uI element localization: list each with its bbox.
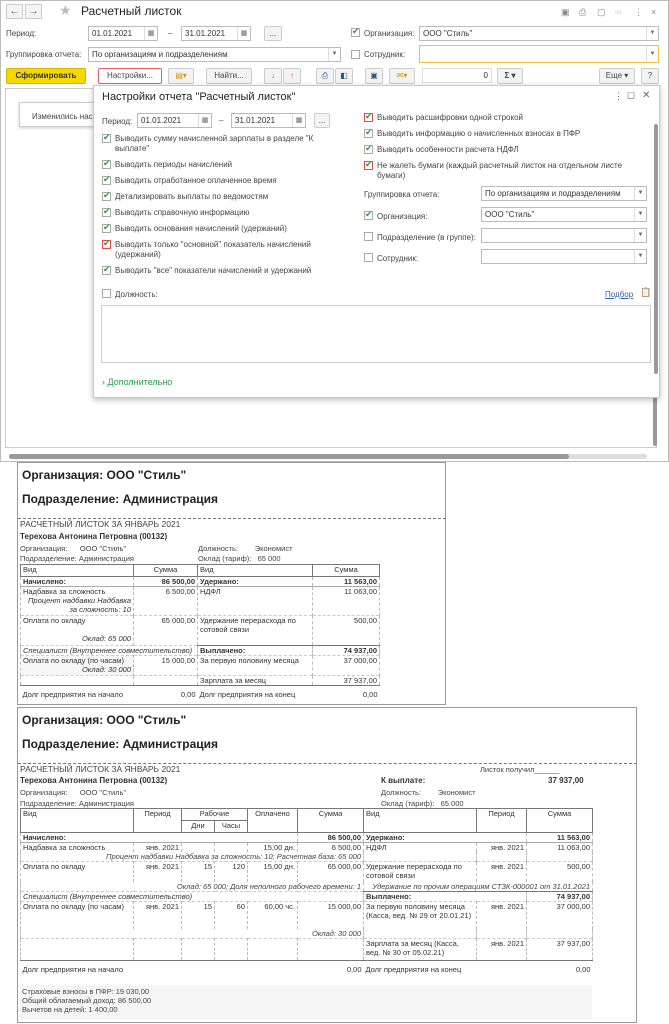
date-to-value: 31.01.2021 xyxy=(185,29,226,38)
col-work: Рабочие xyxy=(182,809,248,821)
option-label: Выводить периоды начислений xyxy=(115,160,233,169)
paste-icon[interactable]: 📋 xyxy=(640,287,652,297)
position-group: Специалист (Внутреннее совместительство) xyxy=(21,646,198,656)
date-to-input[interactable] xyxy=(181,26,251,41)
dept-line xyxy=(20,799,134,808)
accrual-period: янв. 2021 xyxy=(134,901,182,929)
link-icon[interactable]: ∞ xyxy=(615,7,622,17)
label: Оклад (тариф): xyxy=(381,799,435,808)
checkbox-icon xyxy=(364,129,373,138)
withholding-name: Удержание перерасхода по сотовой связи xyxy=(364,862,477,882)
col-period: Период xyxy=(477,809,527,833)
arrow-left-icon: ← xyxy=(9,6,20,17)
preview-button[interactable] xyxy=(335,68,353,84)
accrual-note: Оклад: 30 000 xyxy=(21,929,364,939)
position-list[interactable] xyxy=(101,305,651,363)
col-sum: Сумма xyxy=(527,809,593,833)
emp-label: Сотрудник: xyxy=(377,254,419,263)
withheld-total: 11 563,00 xyxy=(313,577,380,587)
col-period: Период xyxy=(134,809,182,833)
chevron-down-icon[interactable]: ▼ xyxy=(634,187,646,200)
withholding-name: Удержание перерасхода по сотовой связи xyxy=(198,616,313,646)
withheld-label: Удержано: xyxy=(364,833,527,843)
date-from-value: 01.01.2021 xyxy=(92,29,133,38)
paid-total: 74 937,00 xyxy=(527,891,593,901)
accrued-label: Начислено: xyxy=(21,833,298,843)
accrual-days: 15 xyxy=(182,901,215,929)
settings-button[interactable]: Настройки... xyxy=(98,68,162,84)
date-to-input[interactable] xyxy=(231,113,306,128)
checkbox-icon xyxy=(351,28,360,37)
accrual-sum: 15 000,00 xyxy=(134,656,198,676)
value: ООО "Стиль" xyxy=(79,788,127,797)
calendar-icon[interactable]: ▦ xyxy=(144,27,157,40)
debt-end-label: Долг предприятия на конец xyxy=(365,965,462,974)
org-checkbox[interactable] xyxy=(351,28,360,37)
checkbox-icon xyxy=(364,113,373,122)
value: ООО "Стиль" xyxy=(79,544,127,553)
settings-dialog xyxy=(93,85,660,398)
horizontal-scrollbar[interactable] xyxy=(9,454,647,459)
option-label: Выводить справочную информацию xyxy=(115,208,250,217)
checkbox-icon xyxy=(364,253,373,262)
chevron-down-icon[interactable]: ▼ xyxy=(646,27,658,40)
dept-label: Подразделение (в группе): xyxy=(377,233,476,242)
label: Организация: xyxy=(20,544,68,553)
accrual-note: Оклад: 30 000 xyxy=(81,665,131,674)
period-select-button[interactable]: ... xyxy=(314,113,330,128)
envelope-icon: ✉▾ xyxy=(396,71,408,80)
dept-line xyxy=(20,554,134,563)
pick-link[interactable]: Подбор xyxy=(605,290,634,299)
option-label: Выводить "все" показатели начислений и удержаний xyxy=(115,266,312,275)
settings-changed-notice: Изменились нас xyxy=(19,102,103,127)
more-button[interactable]: Еще ▾ xyxy=(599,68,635,84)
payslip-table-full xyxy=(20,808,593,975)
option-label: Выводить расшифровки одной строкой xyxy=(377,113,523,122)
pension-contributions: Страховые взносы в ПФР: 19 030,00 xyxy=(22,987,150,996)
value: 65 000 xyxy=(257,554,281,563)
chevron-down-icon[interactable]: ▼ xyxy=(634,229,646,242)
to-pay-value: 37 937,00 xyxy=(548,776,584,785)
preview-icon: ◧ xyxy=(340,71,348,80)
option-label: Выводить только "основной" показатель начислений (удержаний) xyxy=(115,240,311,259)
scrollbar-thumb[interactable] xyxy=(9,454,569,459)
chevron-down-icon[interactable]: ▼ xyxy=(646,46,658,62)
report-variant-icon: ▤▾ xyxy=(175,71,187,80)
org-line xyxy=(20,544,126,553)
sigma-icon: Σ xyxy=(504,71,510,80)
position-line xyxy=(198,544,293,553)
accrual-paid: 15,00 дн. xyxy=(248,862,298,882)
checkbox-icon xyxy=(364,211,373,220)
value: Администрация xyxy=(78,799,134,808)
payment-period: янв. 2021 xyxy=(477,901,527,939)
org-line xyxy=(20,788,126,797)
accrual-paid: 60,00 чс. xyxy=(248,901,298,929)
sort-asc-button[interactable] xyxy=(283,68,301,84)
debt-end-value: 0,00 xyxy=(362,690,378,699)
accrued-total: 86 500,00 xyxy=(134,577,198,587)
withholding-name: НДФЛ xyxy=(198,587,313,616)
accrual-row xyxy=(21,616,134,646)
accrual-sum: 15 000,00 xyxy=(298,901,364,929)
emp-checkbox[interactable] xyxy=(364,253,373,262)
checkbox-icon xyxy=(102,192,111,201)
forward-button[interactable] xyxy=(25,4,42,19)
more-vert-icon[interactable]: ⋮ xyxy=(634,7,643,17)
option-checkbox[interactable] xyxy=(102,208,337,218)
dept-checkbox[interactable] xyxy=(364,232,373,241)
dialog-scrollbar[interactable] xyxy=(654,124,658,374)
checkbox-icon xyxy=(102,134,111,143)
debt-start-value: 0,00 xyxy=(346,965,362,974)
option-checkbox[interactable] xyxy=(364,161,649,181)
dash: – xyxy=(168,29,173,38)
accrual-name: Надбавка за сложность xyxy=(23,587,106,596)
payment-name: Зарплата за месяц xyxy=(198,676,313,686)
variants-button[interactable] xyxy=(168,68,194,84)
paid-label: Выплачено: xyxy=(364,891,527,901)
date-from-value: 01.01.2021 xyxy=(141,116,182,125)
save-icon[interactable]: ▣ xyxy=(561,7,570,17)
period-label: Период: xyxy=(102,117,133,126)
option-checkbox[interactable] xyxy=(102,134,337,154)
option-label: Выводить особенности расчета НДФЛ xyxy=(377,145,519,154)
chevron-down-icon[interactable]: ▼ xyxy=(634,250,646,263)
col-kind: Вид xyxy=(198,565,313,577)
accrual-hours: 60 xyxy=(215,901,248,929)
period-select-button[interactable]: ... xyxy=(264,26,282,41)
accrual-paid: 15,00 дн. xyxy=(248,843,298,853)
sheet-title: РАСЧЕТНЫЙ ЛИСТОК ЗА ЯНВАРЬ 2021 xyxy=(20,519,181,529)
payment-name: Зарплата за месяц (Касса, вед. № 30 от 05.02.21) xyxy=(364,939,477,961)
withheld-total: 11 563,00 xyxy=(527,833,593,843)
option-label: Выводить основания начислений (удержаний) xyxy=(115,224,287,233)
additional-section-toggle[interactable] xyxy=(102,377,172,387)
payslip-table xyxy=(20,564,380,700)
accrual-row xyxy=(21,901,593,929)
payment-name: За первую половину месяца (Касса, вед. № 29 от 20.01.21) xyxy=(364,901,477,939)
accrual-period: янв. 2021 xyxy=(134,862,182,882)
payment-sum: 37 937,00 xyxy=(313,676,380,686)
grouping-value: По организациям и подразделениям xyxy=(485,189,621,198)
option-checkbox[interactable] xyxy=(102,176,337,186)
to-pay-label: К выплате: xyxy=(381,776,426,785)
debt-end-label: Долг предприятия на конец xyxy=(199,690,296,699)
value: Администрация xyxy=(78,554,134,563)
payment-sum: 37 937,00 xyxy=(527,939,593,961)
accrual-sum: 65 000,00 xyxy=(134,616,198,646)
option-checkbox[interactable] xyxy=(364,145,649,155)
calendar-icon[interactable]: ▦ xyxy=(198,114,211,127)
withholding-note: Удержание по прочим операциям СТЗК-000001 от 31.01.2021 xyxy=(364,882,593,892)
dept-header: Подразделение: Администрация xyxy=(22,492,219,506)
label: Должность: xyxy=(198,544,239,553)
withholding-sum: 500,00 xyxy=(313,616,380,646)
dash: – xyxy=(219,116,224,125)
sheet-title: РАСЧЕТНЫЙ ЛИСТОК ЗА ЯНВАРЬ 2021 xyxy=(20,764,181,774)
withholding-period: янв. 2021 xyxy=(477,843,527,862)
option-label: Не жалеть бумаги (каждый расчетный листок на отдельном листе бумаги) xyxy=(377,161,623,180)
date-from-input[interactable] xyxy=(88,26,158,41)
col-days: Дни xyxy=(182,821,215,833)
calendar-icon[interactable]: ▦ xyxy=(237,27,250,40)
paid-total: 74 937,00 xyxy=(313,646,380,656)
checkbox-icon xyxy=(102,224,111,233)
print-button[interactable] xyxy=(316,68,334,84)
withholding-sum: 11 063,00 xyxy=(527,843,593,862)
sum-field[interactable]: 0 xyxy=(422,68,492,83)
sort-icon: ↑ xyxy=(290,71,294,80)
col-kind: Вид xyxy=(21,565,134,577)
label: Должность: xyxy=(381,788,422,797)
withheld-label: Удержано: xyxy=(198,577,313,587)
employee-name: Терехова Антонина Петровна (00132) xyxy=(20,532,168,541)
accrual-note: Оклад: 65 000; Доля неполного рабочего времени: 1 xyxy=(21,882,364,892)
org-label: Организация: xyxy=(377,212,428,221)
org-header: Организация: ООО "Стиль" xyxy=(22,713,187,727)
period-label: Период: xyxy=(6,29,37,38)
send-button[interactable] xyxy=(389,68,415,84)
value: Экономист xyxy=(437,788,476,797)
value: Экономист xyxy=(254,544,293,553)
accrual-row xyxy=(21,656,134,676)
report-preview-compact xyxy=(17,462,446,705)
preview-icon[interactable]: ▢ xyxy=(597,7,606,17)
payment-name: За первую половину месяца xyxy=(198,656,313,676)
label: Оклад (тариф): xyxy=(198,554,252,563)
print-icon: ⎙ xyxy=(321,71,329,80)
accrual-days: 15 xyxy=(182,862,215,882)
additional-label: Дополнительно xyxy=(107,377,173,387)
accrual-hours: 120 xyxy=(215,862,248,882)
accrual-sum: 6 500,00 xyxy=(298,843,364,853)
label: Подразделение: xyxy=(20,799,77,808)
option-label: Выводить информацию о начисленных взносах в ПФР xyxy=(377,129,581,138)
emp-select[interactable] xyxy=(481,249,647,264)
chevron-down-icon[interactable]: ▼ xyxy=(328,48,340,61)
checkbox-icon xyxy=(102,176,111,185)
accrual-name: Надбавка за сложность xyxy=(21,843,134,853)
checkbox-icon xyxy=(102,240,111,249)
withholding-sum: 500,00 xyxy=(527,862,593,882)
withholding-name: НДФЛ xyxy=(364,843,477,862)
checkbox-icon xyxy=(102,289,111,298)
accrual-sum: 6 500,00 xyxy=(134,587,198,616)
accrued-label: Начислено: xyxy=(21,577,134,587)
arrow-right-icon: → xyxy=(28,6,39,17)
option-label: Выводить сумму начисленной зарплаты в разделе "К выплате" xyxy=(115,134,314,153)
employee-select[interactable] xyxy=(419,45,659,63)
grouping-label: Группировка отчета: xyxy=(364,190,440,199)
accrual-name: Оплата по окладу xyxy=(23,616,86,625)
star-icon[interactable]: ★ xyxy=(59,2,72,18)
col-paid: Оплачено xyxy=(248,809,298,833)
chevron-right-icon: › xyxy=(102,377,105,387)
value: 65 000 xyxy=(440,799,464,808)
window-title: Расчетный листок xyxy=(81,4,182,18)
chevron-down-icon[interactable]: ▼ xyxy=(634,208,646,221)
more-vert-icon[interactable]: ⋮ xyxy=(614,91,623,101)
option-checkbox[interactable] xyxy=(102,160,337,170)
withholding-period: янв. 2021 xyxy=(477,862,527,882)
checkbox-icon xyxy=(364,161,373,170)
debt-start-label: Долг предприятия на начало xyxy=(22,690,123,699)
col-hours: Часы xyxy=(215,821,248,833)
col-sum: Сумма xyxy=(134,565,198,577)
checkbox-icon xyxy=(364,232,373,241)
grouping-select[interactable] xyxy=(88,47,341,62)
calendar-icon[interactable]: ▦ xyxy=(292,114,305,127)
option-label: Выводить отработанное оплаченное время xyxy=(115,176,277,185)
checkbox-icon xyxy=(102,160,111,169)
option-label: Детализировать выплаты по ведомостям xyxy=(115,192,269,201)
grouping-select[interactable] xyxy=(481,186,647,201)
label: Организация: xyxy=(20,788,68,797)
date-to-value: 31.01.2021 xyxy=(235,116,276,125)
save-button[interactable] xyxy=(365,68,383,84)
date-from-input[interactable] xyxy=(137,113,212,128)
accrual-row xyxy=(21,862,593,882)
sort-desc-button[interactable] xyxy=(264,68,282,84)
sort-icon: ↓ xyxy=(271,71,275,80)
taxable-income: Общий облагаемый доход: 86 500,00 xyxy=(22,996,152,1005)
accrual-name: Оплата по окладу (по часам) xyxy=(23,656,124,665)
org-label: Организация: xyxy=(364,29,415,38)
checkbox-icon xyxy=(102,208,111,217)
col-kind: Вид xyxy=(364,809,477,833)
reference-info xyxy=(20,985,592,1019)
maximize-icon[interactable]: ☐ xyxy=(627,91,636,101)
position-group: Специалист (Внутреннее совместительство) xyxy=(21,891,364,901)
col-sum: Сумма xyxy=(298,809,364,833)
org-select[interactable] xyxy=(481,207,647,222)
accrued-total: 86 500,00 xyxy=(298,833,364,843)
report-preview-full xyxy=(17,707,637,1023)
accrual-row xyxy=(21,587,134,616)
debt-start-value: 0,00 xyxy=(180,690,196,699)
accrual-period: янв. 2021 xyxy=(134,843,182,853)
accrual-sum: 65 000,00 xyxy=(298,862,364,882)
debt-end-value: 0,00 xyxy=(575,965,591,974)
help-button[interactable]: ? xyxy=(641,68,659,84)
position-checkbox[interactable] xyxy=(102,289,111,298)
accrual-note: Оклад: 65 000 xyxy=(81,634,131,643)
paid-label: Выплачено: xyxy=(198,646,313,656)
option-checkbox[interactable] xyxy=(364,129,649,139)
col-kind: Вид xyxy=(21,809,134,833)
label: Подразделение: xyxy=(20,554,77,563)
payment-sum: 37 000,00 xyxy=(527,901,593,939)
position-line xyxy=(381,788,476,797)
payment-sum: 37 000,00 xyxy=(313,656,380,676)
option-checkbox[interactable] xyxy=(102,240,337,260)
accrual-name: Оплата по окладу xyxy=(21,862,134,882)
org-checkbox[interactable] xyxy=(364,211,373,220)
dept-header: Подразделение: Администрация xyxy=(22,737,219,751)
option-checkbox[interactable] xyxy=(102,192,337,202)
find-button[interactable]: Найти... xyxy=(206,68,252,84)
position-label: Должность: xyxy=(115,290,158,299)
checkbox-icon xyxy=(364,145,373,154)
checkbox-icon xyxy=(102,266,111,275)
withholding-sum: 11 063,00 xyxy=(313,587,380,616)
close-icon[interactable]: ✕ xyxy=(642,90,651,101)
grouping-value: По организациям и подразделениям xyxy=(92,50,228,59)
accrual-note: Процент надбавки Надбавка за сложность: 10; Расчетная база: 65 000 xyxy=(21,852,364,862)
col-sum: Сумма xyxy=(313,565,380,577)
employee-checkbox[interactable] xyxy=(351,50,360,59)
received-signature: Листок получил______ xyxy=(480,765,560,774)
floppy-icon: ▣ xyxy=(370,71,378,80)
debt-start-label: Долг предприятия на начало xyxy=(22,965,123,974)
accrual-note: Процент надбавки Надбавка за сложность: 10 xyxy=(28,596,131,614)
org-header: Организация: ООО "Стиль" xyxy=(22,468,187,482)
close-icon[interactable]: × xyxy=(651,7,657,17)
org-value: ООО "Стиль" xyxy=(485,210,535,219)
sum-mode-button[interactable]: Σ ▾ xyxy=(497,68,523,84)
generate-button[interactable]: Сформировать xyxy=(6,68,86,84)
employee-name: Терехова Антонина Петровна (00132) xyxy=(20,776,168,785)
option-checkbox[interactable] xyxy=(364,113,649,123)
child-deductions: Вычетов на детей: 1 400,00 xyxy=(22,1005,118,1014)
org-select[interactable] xyxy=(419,26,659,41)
option-checkbox[interactable] xyxy=(102,266,337,276)
salary-line xyxy=(381,799,464,808)
option-checkbox[interactable] xyxy=(102,224,337,234)
back-button[interactable] xyxy=(6,4,23,19)
payment-period: янв. 2021 xyxy=(477,939,527,961)
more-label: Еще xyxy=(605,71,623,80)
dialog-title: Настройки отчета "Расчетный листок" xyxy=(102,91,296,103)
checkbox-icon xyxy=(351,50,360,59)
org-value: ООО "Стиль" xyxy=(423,29,473,38)
employee-label: Сотрудник: xyxy=(364,50,406,59)
print-icon[interactable]: ⎙ xyxy=(579,7,587,17)
accrual-name: Оплата по окладу (по часам) xyxy=(21,901,134,929)
accrual-row xyxy=(21,843,593,853)
grouping-label: Группировка отчета: xyxy=(6,50,82,59)
dept-select[interactable] xyxy=(481,228,647,243)
salary-line xyxy=(198,554,281,563)
